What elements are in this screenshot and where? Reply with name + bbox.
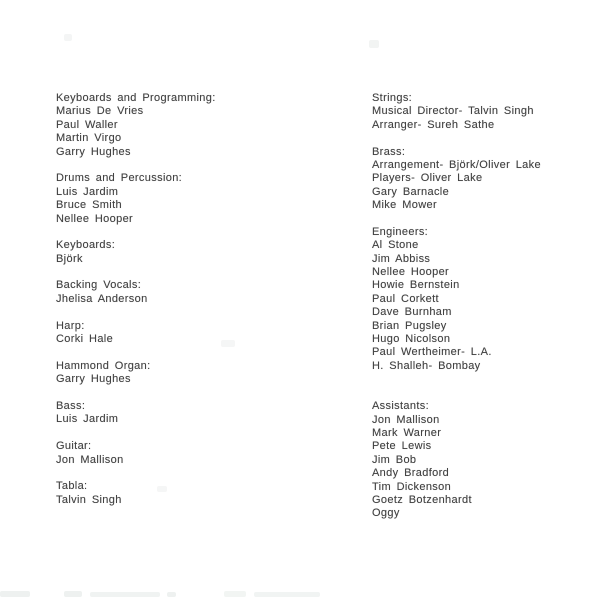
credit-entry: Martin Virgo [56,132,122,145]
credit-entry: Jim Bob [372,453,417,466]
credit-entry: Luis Jardim [56,185,119,198]
section-heading: Harp: [56,319,85,332]
credit-entry: Paul Wertheimer- L.A. [372,346,492,359]
credit-entry: Björk [56,252,83,265]
credit-entry: Pete Lewis [372,440,432,453]
scan-smudge [224,591,246,597]
credit-entry: Talvin Singh [56,493,122,506]
scan-smudge [0,591,30,597]
credit-entry: Jon Mallison [56,453,124,466]
section-heading: Keyboards and Programming: [56,92,216,104]
credits-column-right [372,92,541,521]
credit-entry: Tim Dickenson [372,480,452,493]
credit-section [56,172,216,226]
credit-entry: Gary Barnacle [372,185,450,198]
credit-entry: Players- Oliver Lake [372,172,483,185]
credit-entry: Nellee Hooper [372,266,450,279]
credit-entry: Howie Bernstein [372,279,460,292]
scan-smudge [221,340,235,347]
section-heading: Assistants: [372,400,430,413]
credit-section [56,320,216,347]
credit-section [372,146,541,213]
credit-entry: Jim Abbiss [372,252,431,265]
credit-section [56,239,216,266]
credit-entry: Arranger- Sureh Sathe [372,118,495,131]
section-heading: Tabla: [56,480,88,493]
credit-section [372,92,541,132]
credit-entry: Arrangement- Björk/Oliver Lake [372,158,541,171]
scan-smudge [64,34,72,41]
credit-entry: Garry Hughes [56,373,131,386]
credit-section [56,279,216,306]
credit-entry: Luis Jardim [56,413,119,426]
credit-entry: Bruce Smith [56,199,122,212]
section-heading: Drums and Percussion: [56,172,183,185]
section-heading: Hammond Organ: [56,359,151,372]
credit-entry: Hugo Nicolson [372,333,451,346]
scan-smudge [157,486,167,492]
credit-entry: Al Stone [372,239,419,252]
credit-entry: Garry Hughes [56,145,131,158]
credit-entry: Brian Pugsley [372,319,447,332]
credit-entry: Mark Warner [372,426,442,439]
credit-entry: Corki Hale [56,333,114,346]
credit-section [56,400,216,427]
credit-section [56,92,216,159]
credits-column-left [56,92,216,507]
section-heading: Guitar: [56,440,92,453]
credit-entry: Musical Director- Talvin Singh [372,105,534,118]
credit-entry: Jhelisa Anderson [56,292,148,305]
credit-entry: Jon Mallison [372,413,440,426]
scan-smudge [90,592,160,597]
credit-entry: Dave Burnham [372,306,452,319]
section-heading: Keyboards: [56,239,116,252]
credit-section [372,400,541,521]
scan-smudge [369,40,379,48]
credit-entry: Paul Waller [56,118,118,131]
credit-entry: Mike Mower [372,199,437,212]
credit-section [56,440,216,467]
section-heading: Strings: [372,92,413,104]
scan-smudge [167,592,176,597]
credit-entry: Paul Corkett [372,292,439,305]
credit-entry: H. Shalleh- Bombay [372,359,481,372]
credit-section [56,360,216,387]
credit-entry: Andy Bradford [372,467,450,480]
credit-entry: Nellee Hooper [56,212,134,225]
credit-entry: Marius De Vries [56,105,144,118]
credit-entry: Oggy [372,507,400,520]
section-heading: Engineers: [372,225,429,238]
credit-entry: Goetz Botzenhardt [372,493,472,506]
section-heading: Backing Vocals: [56,279,142,292]
section-heading: Brass: [372,145,406,158]
scan-smudge [64,591,82,597]
credit-section [372,226,541,373]
credit-section [56,480,216,507]
section-heading: Bass: [56,399,86,412]
scan-smudge [254,592,320,597]
